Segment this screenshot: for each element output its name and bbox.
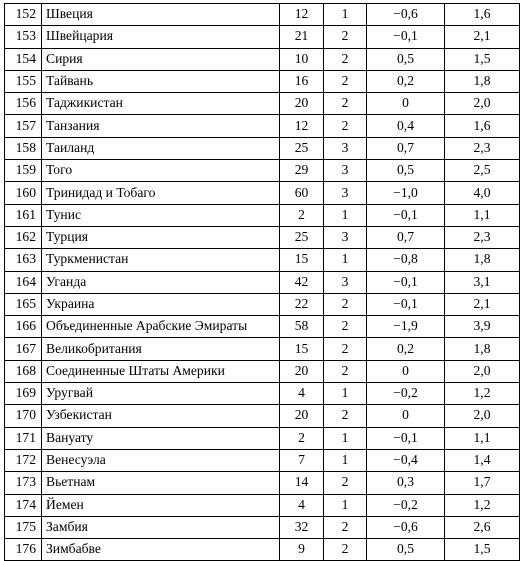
country-name: Туркменистан [42, 249, 280, 271]
value-col-4: 3,1 [445, 271, 520, 293]
country-name: Зимбабве [42, 539, 280, 561]
value-col-3: 0,7 [367, 137, 445, 159]
table-row [5, 4, 520, 26]
country-name: Турция [42, 226, 280, 248]
value-col-1: 15 [280, 338, 324, 360]
country-name: Тунис [42, 204, 280, 226]
country-name: Таиланд [42, 137, 280, 159]
value-col-2: 1 [324, 427, 367, 449]
value-col-1: 60 [280, 182, 324, 204]
row-number: 154 [5, 48, 42, 70]
value-col-3: 0 [367, 93, 445, 115]
value-col-2: 2 [324, 405, 367, 427]
country-name: Тринидад и Тобаго [42, 182, 280, 204]
table-row [5, 204, 520, 226]
value-col-4: 1,8 [445, 70, 520, 92]
country-name: Узбекистан [42, 405, 280, 427]
value-col-1: 12 [280, 4, 324, 26]
value-col-3: 0,2 [367, 70, 445, 92]
value-col-3: −0,8 [367, 249, 445, 271]
value-col-2: 3 [324, 160, 367, 182]
country-name: Йемен [42, 494, 280, 516]
row-number: 156 [5, 93, 42, 115]
value-col-4: 2,6 [445, 516, 520, 538]
value-col-1: 20 [280, 360, 324, 382]
value-col-1: 32 [280, 516, 324, 538]
value-col-1: 4 [280, 494, 324, 516]
value-col-3: −1,0 [367, 182, 445, 204]
value-col-2: 2 [324, 115, 367, 137]
value-col-4: 2,1 [445, 26, 520, 48]
row-number: 175 [5, 516, 42, 538]
value-col-2: 2 [324, 26, 367, 48]
value-col-1: 2 [280, 427, 324, 449]
value-col-1: 22 [280, 293, 324, 315]
country-name: Уганда [42, 271, 280, 293]
row-number: 176 [5, 539, 42, 561]
value-col-4: 1,7 [445, 472, 520, 494]
value-col-1: 9 [280, 539, 324, 561]
country-name: Украина [42, 293, 280, 315]
value-col-1: 7 [280, 449, 324, 471]
country-name: Швеция [42, 4, 280, 26]
value-col-2: 1 [324, 4, 367, 26]
row-number: 155 [5, 70, 42, 92]
country-name: Сирия [42, 48, 280, 70]
value-col-2: 2 [324, 293, 367, 315]
value-col-2: 2 [324, 48, 367, 70]
value-col-1: 15 [280, 249, 324, 271]
value-col-4: 1,8 [445, 249, 520, 271]
table-row [5, 293, 520, 315]
country-name: Танзания [42, 115, 280, 137]
row-number: 173 [5, 472, 42, 494]
row-number: 153 [5, 26, 42, 48]
value-col-1: 21 [280, 26, 324, 48]
table-row [5, 48, 520, 70]
value-col-2: 2 [324, 316, 367, 338]
table-row [5, 427, 520, 449]
value-col-1: 58 [280, 316, 324, 338]
value-col-4: 2,3 [445, 226, 520, 248]
value-col-3: 0,5 [367, 539, 445, 561]
row-number: 165 [5, 293, 42, 315]
value-col-3: −0,2 [367, 383, 445, 405]
row-number: 174 [5, 494, 42, 516]
value-col-3: 0,4 [367, 115, 445, 137]
table-row [5, 93, 520, 115]
value-col-3: 0,7 [367, 226, 445, 248]
value-col-2: 2 [324, 338, 367, 360]
value-col-4: 1,8 [445, 338, 520, 360]
row-number: 162 [5, 226, 42, 248]
country-name: Того [42, 160, 280, 182]
value-col-4: 1,4 [445, 449, 520, 471]
row-number: 163 [5, 249, 42, 271]
table-row [5, 383, 520, 405]
document-page [4, 3, 520, 561]
value-col-4: 4,0 [445, 182, 520, 204]
table-row [5, 70, 520, 92]
row-number: 160 [5, 182, 42, 204]
table-row [5, 160, 520, 182]
value-col-4: 1,1 [445, 427, 520, 449]
table-row [5, 405, 520, 427]
value-col-4: 1,2 [445, 494, 520, 516]
value-col-3: −0,1 [367, 427, 445, 449]
value-col-1: 20 [280, 405, 324, 427]
value-col-1: 16 [280, 70, 324, 92]
value-col-1: 12 [280, 115, 324, 137]
value-col-4: 1,2 [445, 383, 520, 405]
country-name: Замбия [42, 516, 280, 538]
value-col-2: 2 [324, 70, 367, 92]
table-row [5, 316, 520, 338]
row-number: 170 [5, 405, 42, 427]
table-row [5, 338, 520, 360]
country-name: Великобритания [42, 338, 280, 360]
value-col-3: 0 [367, 405, 445, 427]
country-name: Соединенные Штаты Америки [42, 360, 280, 382]
row-number: 167 [5, 338, 42, 360]
row-number: 168 [5, 360, 42, 382]
value-col-2: 2 [324, 539, 367, 561]
value-col-3: 0,2 [367, 338, 445, 360]
table-row [5, 472, 520, 494]
value-col-4: 1,5 [445, 539, 520, 561]
table-row [5, 26, 520, 48]
value-col-4: 2,0 [445, 405, 520, 427]
value-col-4: 1,6 [445, 115, 520, 137]
value-col-3: 0 [367, 360, 445, 382]
table-row [5, 449, 520, 471]
value-col-4: 2,5 [445, 160, 520, 182]
value-col-2: 2 [324, 360, 367, 382]
country-name: Вьетнам [42, 472, 280, 494]
value-col-2: 2 [324, 472, 367, 494]
value-col-2: 1 [324, 249, 367, 271]
value-col-1: 14 [280, 472, 324, 494]
value-col-2: 3 [324, 137, 367, 159]
country-name: Вануату [42, 427, 280, 449]
table-row [5, 271, 520, 293]
value-col-4: 1,5 [445, 48, 520, 70]
value-col-3: −1,9 [367, 316, 445, 338]
value-col-3: −0,1 [367, 204, 445, 226]
row-number: 164 [5, 271, 42, 293]
value-col-3: −0,1 [367, 26, 445, 48]
value-col-2: 2 [324, 516, 367, 538]
country-name: Тайвань [42, 70, 280, 92]
value-col-3: −0,6 [367, 4, 445, 26]
value-col-1: 25 [280, 226, 324, 248]
table-body [5, 4, 520, 561]
value-col-4: 3,9 [445, 316, 520, 338]
value-col-4: 1,6 [445, 4, 520, 26]
value-col-4: 2,1 [445, 293, 520, 315]
table-row [5, 182, 520, 204]
value-col-1: 42 [280, 271, 324, 293]
table-row [5, 226, 520, 248]
row-number: 172 [5, 449, 42, 471]
value-col-3: −0,4 [367, 449, 445, 471]
value-col-3: −0,6 [367, 516, 445, 538]
value-col-3: −0,1 [367, 293, 445, 315]
country-name: Таджикистан [42, 93, 280, 115]
value-col-2: 1 [324, 449, 367, 471]
row-number: 157 [5, 115, 42, 137]
value-col-3: −0,1 [367, 271, 445, 293]
country-name: Швейцария [42, 26, 280, 48]
value-col-1: 29 [280, 160, 324, 182]
row-number: 169 [5, 383, 42, 405]
value-col-3: −0,2 [367, 494, 445, 516]
value-col-4: 2,0 [445, 360, 520, 382]
value-col-4: 2,3 [445, 137, 520, 159]
table-row [5, 249, 520, 271]
value-col-1: 25 [280, 137, 324, 159]
row-number: 159 [5, 160, 42, 182]
value-col-2: 2 [324, 93, 367, 115]
value-col-2: 3 [324, 182, 367, 204]
value-col-2: 1 [324, 494, 367, 516]
row-number: 166 [5, 316, 42, 338]
value-col-3: 0,5 [367, 48, 445, 70]
country-name: Объединенные Арабские Эмираты [42, 316, 280, 338]
table-row [5, 539, 520, 561]
row-number: 171 [5, 427, 42, 449]
value-col-4: 2,0 [445, 93, 520, 115]
value-col-1: 4 [280, 383, 324, 405]
value-col-1: 20 [280, 93, 324, 115]
table-row [5, 494, 520, 516]
row-number: 161 [5, 204, 42, 226]
value-col-3: 0,3 [367, 472, 445, 494]
value-col-4: 1,1 [445, 204, 520, 226]
value-col-1: 2 [280, 204, 324, 226]
country-name: Венесуэла [42, 449, 280, 471]
row-number: 152 [5, 4, 42, 26]
table-row [5, 115, 520, 137]
value-col-2: 3 [324, 271, 367, 293]
value-col-2: 1 [324, 204, 367, 226]
table-row [5, 360, 520, 382]
value-col-3: 0,5 [367, 160, 445, 182]
value-col-1: 10 [280, 48, 324, 70]
country-name: Уругвай [42, 383, 280, 405]
table-row [5, 516, 520, 538]
country-table [4, 3, 520, 561]
table-row [5, 137, 520, 159]
value-col-2: 1 [324, 383, 367, 405]
row-number: 158 [5, 137, 42, 159]
value-col-2: 3 [324, 226, 367, 248]
